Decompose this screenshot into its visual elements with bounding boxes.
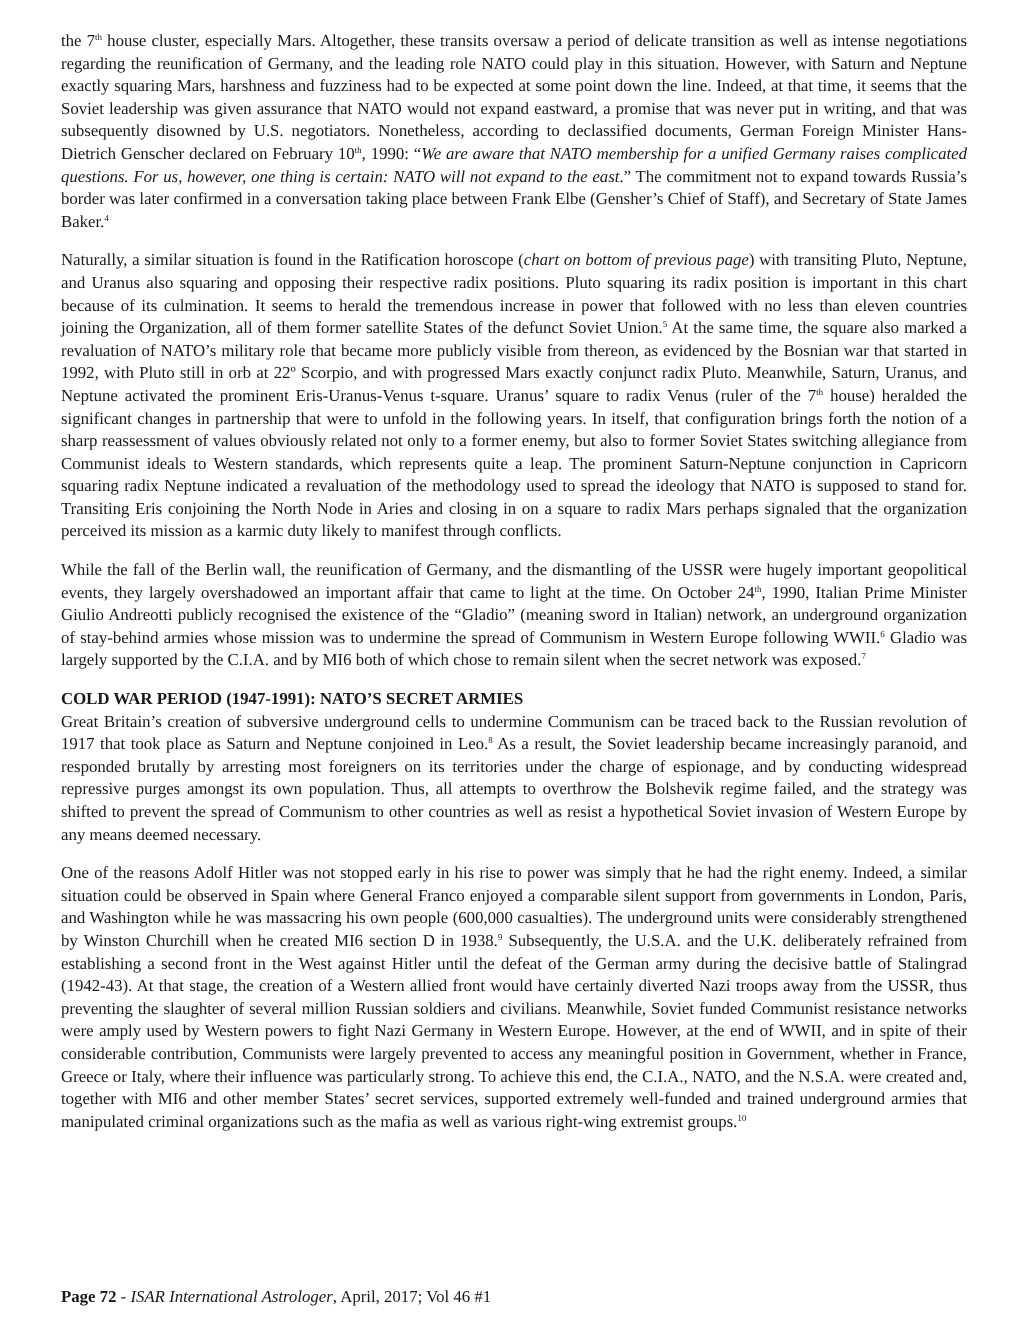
paragraph-2: Naturally, a similar situation is found in the Ratification horoscope (chart on bottom of previous page) with transiting Pluto, Neptune, and Uranus also squaring and opposing their respective radix positions. Pluto squaring its radix position is important in this chart because of its culmination. It seems to herald the tremendous increase in power that followed with no less than eleven countries joining the Organization, all of them former satellite States of the defunct Soviet Union.$^5$ At the same time, the square also marked a revaluation of NATO’s military role that became more publicly visible from thereon, as evidenced by the Bosnian war that started in 1992, with Pluto still in orb at 22º Scorpio, and with progressed Mars exactly conjunct radix Pluto. Meanwhile, Saturn, Uranus, and Neptune activated the prominent Eris-Uranus-Venus t-square. Uranus’ square to radix Venus (ruler of the 7th house) heralded the significant changes in partnership that were to unfold in the following years. In itself, that configuration brings forth the notion of a sharp reassessment of values obviously related not only to a former enemy, but also to former Soviet States switching allegiance from Communist ideals to Western standards, which represents quite a leap. The prominent Saturn-Neptune conjunction in Capricorn squaring radix Neptune indicated a revaluation of the methodology used to spread the ideology that NATO is supposed to stand for. Transiting Eris conjoining the North Node in Aries and closing in on a square to radix Mars perhaps signaled that the organization perceived its mission as a karmic duty likely to manifest through conflicts. (61, 250, 968, 541)
footnote-ref: 9 (497, 931, 503, 942)
footnote-ref: 5 (662, 319, 668, 330)
paragraph-1: the 7th house cluster, especially Mars. Altogether, these transits oversaw a period of delicate transition as well as intense negotiations regarding the reunification of Germany, and the leading role NATO could play in this situation. However, with Saturn and Neptune exactly squaring Mars, harshness and fuzziness had to be expected at some point down the line. Indeed, at that time, it seems that the Soviet leadership was given assurance that NATO would not expand eastward, a promise that was never put in writing, and that was subsequently disowned by U.S. negotiators. Nonetheless, according to declassified documents, German Foreign Minister Hans-Dietrich Genscher declared on February 10th, 1990: “We are aware that NATO membership for a unified Germany raises complicated questions. For us, however, one thing is certain: NATO will not expand to the east.” The commitment not to expand towards Russia’s border was later confirmed in a conversation taking place between Frank Elbe (Gensher’s Chief of Staff), and Secretary of State James Baker.$^4$ (61, 31, 968, 231)
section-heading: COLD WAR PERIOD (1947-1991): NATO’S SECRET ARMIES (61, 689, 524, 709)
genscher-quote: We are aware that NATO membership for a unified Germany raises complicated questions. For us, however, one thing is certain: NATO will not expand to the east (61, 143, 967, 186)
footnote-ref: 7 (861, 651, 866, 662)
ordinal-suffix: th (95, 32, 103, 42)
page-number: Page 72 (61, 1287, 117, 1306)
paragraph-4: Great Britain’s creation of subversive underground cells to undermine Communism can be traced back to the Russian revolution of 1917 that took place as Saturn and Neptune conjoined in Leo.$^8$ As a result, the Soviet leadership became increasingly paranoid, and responded brutally by arresting most foreigners on its territories under the charge of espionage, and by conducting widespread repressive purges amongst its own population. Thus, all attempts to overthrow the Bolshevik regime failed, and the strategy was shifted to prevent the spread of Communism to other countries as well as resist a hypothetical Soviet invasion of Western Europe by any means deemed necessary. (61, 711, 968, 844)
footnote-ref: 8 (488, 735, 493, 746)
ordinal-suffix: th (354, 144, 362, 155)
paragraph-3: While the fall of the Berlin wall, the reunification of Germany, and the dismantling of the USSR were hugely important geopolitical events, they largely overshadowed an important affair that came to light at the time. On October 24th, 1990, Italian Prime Minister Giulio Andreotti publicly recognised the existence of the “Gladio” (meaning sword in Italian) network, an underground organization of stay-behind armies whose mission was to undermine the spread of Communism in Western Europe following WWII.$^6$ Gladio was largely supported by the C.I.A. and by MI6 both of which chose to remain silent when the secret network was exposed.$^7$ (61, 560, 967, 670)
footnote-ref: 6 (880, 628, 885, 639)
page-footer: Page 72 - ISAR International Astrologer, April, 2017; Vol 46 #1 (61, 1287, 492, 1306)
paragraph-5: One of the reasons Adolf Hitler was not stopped early in his rise to power was simply that he had the right enemy. Indeed, a similar situation could be observed in Spain where General Franco enjoyed a comparable silent support from governments in London, Paris, and Washington while he was massacring his own people (600,000 casualties). The underground units were considerably strengthened by Winston Churchill when he created MI6 section D in 1938.$^9$ Subsequently, the U.S.A. and the U.K. deliberately refrained from establishing a second front in the West against Hitler until the defeat of the German army during the decisive battle of Stalingrad (1942-43). At that stage, the creation of a Western allied front would have certainly diverted Nazi troops away from the USSR, thus preventing the slaughter of several million Russian soldiers and civilians. Meanwhile, Soviet funded Communist resistance networks were amply used by Western powers to fight Nazi Germany in Western Europe. However, at the end of WWII, and in spite of their considerable contribution, Communists were largely prevented to access any meaningful position in Government, whether in France, Greece or Italy, where their influence was particularly strong. To achieve this end, the C.I.A., NATO, and the N.S.A. were created and, together with MI6 and other member States’ secret services, supported extremely well-funded and trained underground armies that manipulated criminal organizations such as the mafia as well as various right-wing extremist groups.$^{10}$ (61, 863, 968, 1131)
journal-title: ISAR International Astrologer (130, 1287, 333, 1306)
article-body (61, 30, 967, 1133)
ordinal-suffix: th (754, 583, 762, 594)
issue-info: , April, 2017; Vol 46 #1 (332, 1287, 492, 1306)
ordinal-suffix: th (816, 386, 824, 397)
footnote-ref: 10 (737, 1112, 747, 1123)
footnote-ref: 4 (104, 212, 109, 223)
chart-reference: chart on bottom of previous page (523, 250, 749, 270)
